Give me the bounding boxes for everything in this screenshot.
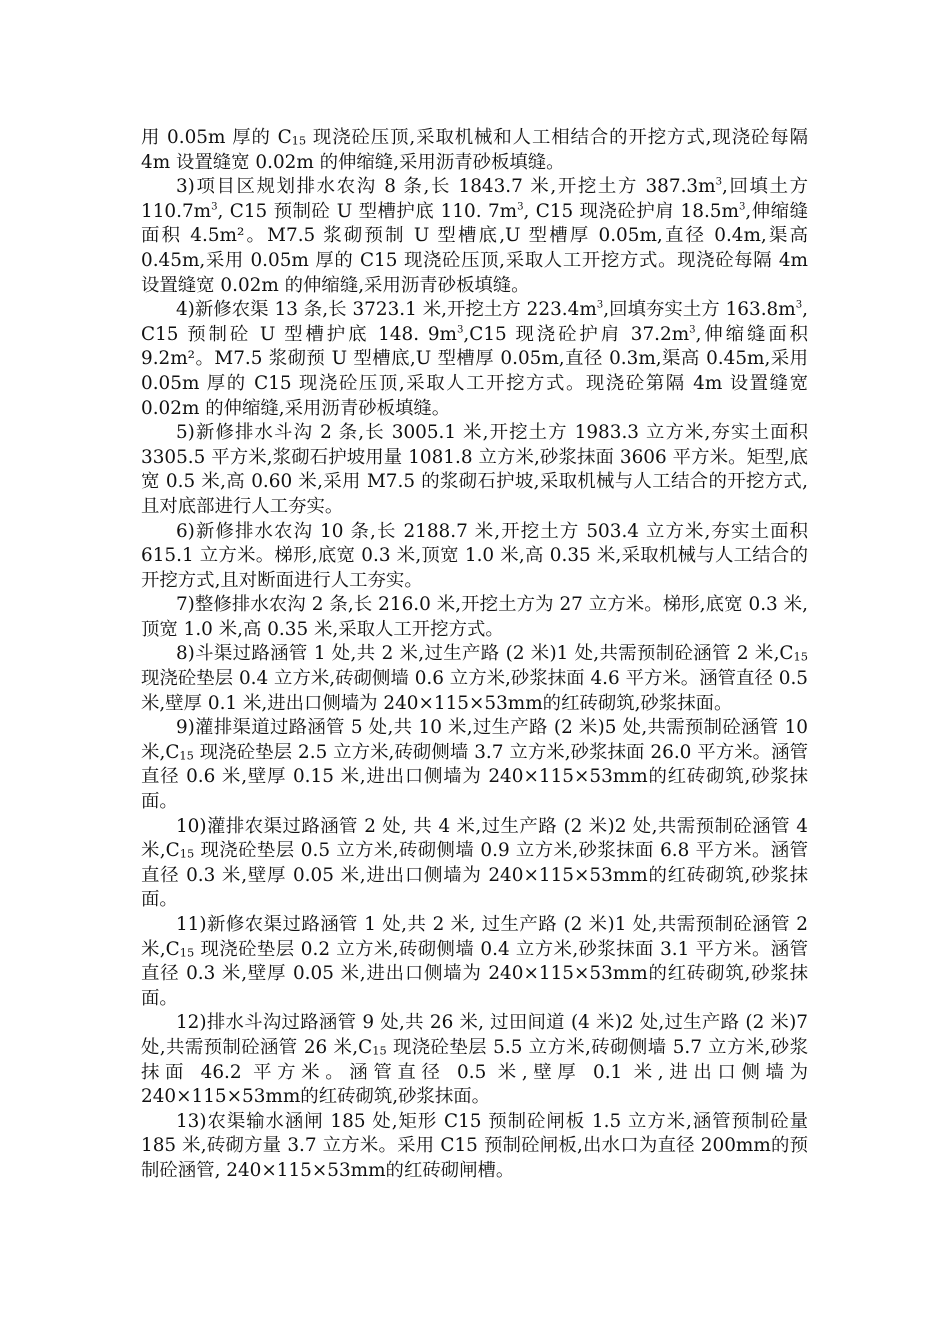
text-run: , C15 现浇砼护肩 18.5m [523,200,739,222]
paragraph [141,716,808,814]
grade-label: $C_{15}$ [165,938,195,960]
text-run: 现浇砼垫层 2.5 立方米,砖砌侧墙 3.7 立方米,砂浆抹面 26.0 平方米。涵管直径 0.6 米,壁厚 0.15 米,进出口侧墙为 240×115×53mm的红砖砌筑,砂浆抹面。 [141,741,808,813]
paragraph [141,642,808,716]
paragraph [141,593,808,642]
paragraph [141,298,808,421]
text-run: 10)灌排农渠过路涵管 2 处, 共 4 米,过生产路 (2 米)2 处,共需预制砼涵管 4 米, [141,815,808,862]
text-run: 现浇砼垫层 5.5 立方米,砖砌侧墙 5.7 立方米,砂浆抹面 46.2 平方米。涵管直径 0.5 米,壁厚 0.1 米,进出口侧墙为 240×115×53mm的红砖砌筑,砂浆抹面。 [141,1036,808,1108]
text-run: 9)灌排渠道过路涵管 5 处,共 10 米,过生产路 (2 米)5 处,共需预制砼涵管 10 米, [141,717,808,763]
superscript: 3 [596,299,604,311]
document-body [141,126,808,1184]
text-run: 现浇砼垫层 0.5 立方米,砖砌侧墙 0.9 立方米,砂浆抹面 6.8 平方米。涵管直径 0.3 米,壁厚 0.05 米,进出口侧墙为 240×115×53mm的红砖砌筑,砂浆抹面。 [141,840,808,911]
paragraph [141,815,808,913]
text-run: ,回填土方 110.7m [141,176,808,222]
grade-label: $C_{15}$ [165,741,194,763]
text-run: 6)新修排水农沟 10 条,长 2188.7 米,开挖土方 503.4 立方米,夯实土面积 615.1 立方米。梯形,底宽 0.3 米,顶宽 1.0 米,高 0.35 米,采取机械与人工结合的开挖方式,且对断面进行人工夯实。 [141,520,808,591]
paragraph [141,175,808,298]
text-run: 5)新修排水斗沟 2 条,长 3005.1 米,开挖土方 1983.3 立方米,夯实土面积 3305.5 平方米,浆砌石护坡用量 1081.8 立方米,砂浆抹面 3606 平方米。矩型,底宽 0.5 米,高 0.60 米,采用 M7.5 的浆砌石护坡,采取机械与人工结合的开挖方式,且对底部进行人工夯实。 [141,422,808,517]
text-run: 13)农渠输水涵闸 185 处,矩形 C15 预制砼闸板 1.5 立方米,涵管预制砼量 185 米,砖砌方量 3.7 立方米。采用 C15 预制砼闸板,出水口为直径 200mm的预制砼涵管, 240×115×53mm的红砖砌闸槽。 [141,1110,808,1181]
superscript: 3 [795,299,803,311]
paragraph [141,126,808,175]
paragraph [141,520,808,594]
text-run: 11)新修农渠过路涵管 1 处,共 2 米, 过生产路 (2 米)1 处,共需预制砼涵管 2 米, [141,914,808,960]
grade-label: $C_{15}$ [358,1036,387,1058]
text-run: ,伸缩缝面积 4.5m²。M7.5 浆砌预制 U 型槽底,U 型槽厚 0.05m,直径 0.4m,渠高 0.45m,采用 0.05m 厚的 C15 现浇砼压顶,采取人工开挖方式。现浇砼每隔 4m 设置缝宽 0.02m 的伸缩缝,采用沥青砂板填缝。 [141,200,808,296]
paragraph [141,913,808,1011]
text-run: ,回填夯实土方 163.8m [603,299,796,321]
paragraph [141,1011,808,1109]
superscript: 3 [456,324,464,336]
text-run: 3)项目区规划排水农沟 8 条,长 1843.7 米,开挖土方 387.3m [175,176,716,198]
text-run: 7)整修排水农沟 2 条,长 216.0 米,开挖土方为 27 立方米。梯形,底宽 0.3 米,顶宽 1.0 米,高 0.35 米,采取人工开挖方式。 [141,594,808,640]
text-run: , C15 预制砼 U 型槽护底 148. 9m [141,299,808,345]
grade-label: $C_{15}$ [779,643,808,665]
grade-label: $C_{15}$ [165,840,195,862]
text-run: ,伸缩缝面积 9.2m²。M7.5 浆砌预 U 型槽底,U 型槽厚 0.05m,直径 0.3m,渠高 0.45m,采用 0.05m 厚的 C15 现浇砼压顶,采取人工开挖方式。现浇砼第隔 4m 设置缝宽 0.02m 的伸缩缝,采用沥青砂板填缝。 [141,323,808,419]
paragraph [141,421,808,519]
grade-label: $C_{15}$ [277,127,307,148]
text-run: 用 0.05m 厚的 [141,127,278,148]
superscript: 3 [211,201,218,213]
text-run: , C15 预制砼 U 型槽护底 110. 7m [217,200,518,222]
superscript: 3 [738,201,746,213]
superscript: 3 [517,201,524,213]
text-run: ,C15 现浇砼护肩 37.2m [463,323,690,345]
text-run: 现浇砼压顶,采取机械和人工相结合的开挖方式,现浇砼每隔 4m 设置缝宽 0.02m 的伸缩缝,采用沥青砂板填缝。 [141,127,808,173]
paragraph [141,1110,808,1184]
text-run: 12)排水斗沟过路涵管 9 处,共 26 米, 过田间道 (4 米)2 处,过生产路 (2 米)7 处,共需预制砼涵管 26 米, [141,1012,808,1058]
text-run: 8)斗渠过路涵管 1 处,共 2 米,过生产路 (2 米)1 处,共需预制砼涵管 2 米, [175,643,780,665]
superscript: 3 [715,176,723,188]
text-run: 4)新修农渠 13 条,长 3723.1 米,开挖土方 223.4m [175,299,597,321]
superscript: 3 [689,324,696,336]
text-run: 现浇砼垫层 0.4 立方米,砖砌侧墙 0.6 立方米,砂浆抹面 4.6 平方米。涵管直径 0.5 米,壁厚 0.1 米,进出口侧墙为 240×115×53mm的红砖砌筑,砂浆抹面。 [141,668,808,714]
text-run: 现浇砼垫层 0.2 立方米,砖砌侧墙 0.4 立方米,砂浆抹面 3.1 平方米。涵管直径 0.3 米,壁厚 0.05 米,进出口侧墙为 240×115×53mm的红砖砌筑,砂浆抹面。 [141,938,808,1009]
